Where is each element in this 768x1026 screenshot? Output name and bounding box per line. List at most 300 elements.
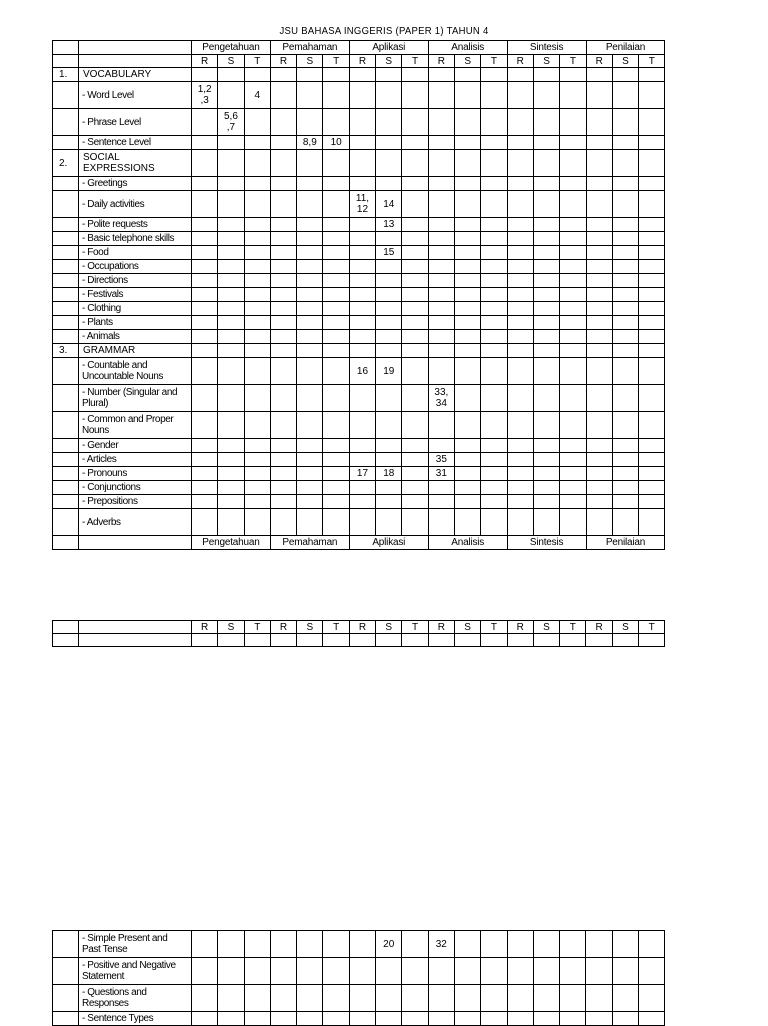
rst-header-cell: R [270, 55, 296, 68]
empty-cell [428, 260, 454, 274]
empty-cell [560, 344, 586, 358]
table-row [53, 191, 665, 218]
empty-cell [586, 288, 612, 302]
empty-cell [586, 958, 612, 985]
rst-header-cell: S [455, 55, 481, 68]
empty-cell [192, 218, 218, 232]
empty-cell [481, 68, 507, 82]
empty-cell [270, 495, 296, 509]
empty-cell [297, 358, 323, 385]
empty-cell [639, 316, 665, 330]
empty-cell [376, 439, 402, 453]
blank-cell [79, 55, 192, 68]
empty-cell [639, 509, 665, 536]
empty-cell [481, 495, 507, 509]
empty-cell [297, 412, 323, 439]
empty-cell [455, 109, 481, 136]
empty-cell [270, 634, 296, 647]
blank-cell [53, 509, 79, 536]
empty-cell [323, 232, 349, 246]
table-row [53, 246, 665, 260]
empty-cell [244, 358, 270, 385]
empty-cell [270, 136, 296, 150]
level-header-row [53, 536, 665, 550]
blank-cell [53, 109, 79, 136]
empty-cell [533, 150, 559, 177]
empty-cell [612, 136, 638, 150]
empty-cell [218, 453, 244, 467]
empty-cell [455, 302, 481, 316]
empty-cell [218, 274, 244, 288]
empty-cell [218, 439, 244, 453]
empty-cell [481, 931, 507, 958]
empty-cell [402, 109, 428, 136]
blank-row [53, 634, 665, 647]
question-number-cell: 1,2 ,3 [192, 82, 218, 109]
empty-cell [639, 495, 665, 509]
empty-cell [481, 260, 507, 274]
question-number-cell: 14 [376, 191, 402, 218]
empty-cell [560, 68, 586, 82]
empty-cell [270, 344, 296, 358]
empty-cell [376, 82, 402, 109]
empty-cell [533, 453, 559, 467]
empty-cell [244, 931, 270, 958]
empty-cell [297, 109, 323, 136]
empty-cell [507, 68, 533, 82]
empty-cell [507, 495, 533, 509]
empty-cell [428, 439, 454, 453]
empty-cell [612, 958, 638, 985]
empty-cell [192, 931, 218, 958]
empty-cell [455, 288, 481, 302]
empty-cell [560, 150, 586, 177]
topic-label: - Questions and Responses [79, 985, 192, 1012]
empty-cell [349, 481, 375, 495]
empty-cell [639, 344, 665, 358]
empty-cell [639, 274, 665, 288]
empty-cell [323, 467, 349, 481]
empty-cell [612, 344, 638, 358]
empty-cell [560, 958, 586, 985]
empty-cell [349, 246, 375, 260]
empty-cell [428, 1012, 454, 1026]
empty-cell [507, 958, 533, 985]
empty-cell [402, 288, 428, 302]
empty-cell [297, 316, 323, 330]
rst-header-cell: S [376, 55, 402, 68]
empty-cell [192, 136, 218, 150]
empty-cell [402, 509, 428, 536]
empty-cell [533, 246, 559, 260]
empty-cell [533, 68, 559, 82]
rst-header-cell: S [218, 621, 244, 634]
topic-label: - Occupations [79, 260, 192, 274]
empty-cell [560, 453, 586, 467]
empty-cell [507, 274, 533, 288]
empty-cell [560, 1012, 586, 1026]
empty-cell [560, 358, 586, 385]
blank-cell [53, 1012, 79, 1026]
section-number: 3. [53, 344, 79, 358]
empty-cell [455, 191, 481, 218]
empty-cell [612, 931, 638, 958]
empty-cell [402, 958, 428, 985]
empty-cell [481, 385, 507, 412]
empty-cell [428, 68, 454, 82]
empty-cell [323, 274, 349, 288]
empty-cell [244, 246, 270, 260]
empty-cell [192, 344, 218, 358]
empty-cell [481, 82, 507, 109]
empty-cell [586, 412, 612, 439]
empty-cell [323, 634, 349, 647]
blank-cell [53, 495, 79, 509]
empty-cell [612, 302, 638, 316]
empty-cell [639, 412, 665, 439]
empty-cell [270, 150, 296, 177]
empty-cell [376, 985, 402, 1012]
empty-cell [192, 288, 218, 302]
empty-cell [218, 481, 244, 495]
empty-cell [323, 302, 349, 316]
empty-cell [376, 481, 402, 495]
empty-cell [244, 191, 270, 218]
empty-cell [455, 316, 481, 330]
empty-cell [586, 509, 612, 536]
level-header-row [53, 41, 665, 55]
empty-cell [560, 985, 586, 1012]
blank-cell [53, 439, 79, 453]
empty-cell [244, 218, 270, 232]
empty-cell [454, 931, 480, 958]
empty-cell [349, 412, 375, 439]
empty-cell [270, 260, 296, 274]
empty-cell [192, 260, 218, 274]
empty-cell [192, 358, 218, 385]
empty-cell [349, 453, 375, 467]
table-row [53, 481, 665, 495]
empty-cell [270, 439, 296, 453]
empty-cell [507, 931, 533, 958]
table-row [53, 453, 665, 467]
empty-cell [612, 439, 638, 453]
empty-cell [218, 177, 244, 191]
empty-cell [586, 274, 612, 288]
empty-cell [297, 82, 323, 109]
empty-cell [586, 385, 612, 412]
empty-cell [455, 260, 481, 274]
blank-cell [53, 958, 79, 985]
topic-label: - Clothing [79, 302, 192, 316]
empty-cell [455, 467, 481, 481]
empty-cell [507, 344, 533, 358]
question-number-cell: 10 [323, 136, 349, 150]
empty-cell [349, 177, 375, 191]
empty-cell [533, 177, 559, 191]
empty-cell [612, 274, 638, 288]
empty-cell [349, 136, 375, 150]
empty-cell [560, 232, 586, 246]
empty-cell [402, 136, 428, 150]
empty-cell [507, 385, 533, 412]
empty-cell [639, 109, 665, 136]
empty-cell [192, 246, 218, 260]
empty-cell [533, 509, 559, 536]
rst-header-cell: T [639, 621, 665, 634]
empty-cell [270, 109, 296, 136]
empty-cell [218, 302, 244, 316]
table-row [53, 958, 665, 985]
empty-cell [533, 232, 559, 246]
empty-cell [402, 344, 428, 358]
section-title: VOCABULARY [79, 68, 192, 82]
empty-cell [428, 191, 454, 218]
empty-cell [533, 260, 559, 274]
rst-header-cell: T [560, 55, 586, 68]
question-number-cell: 8,9 [297, 136, 323, 150]
blank-cell [53, 246, 79, 260]
empty-cell [244, 495, 270, 509]
empty-cell [533, 274, 559, 288]
empty-cell [192, 302, 218, 316]
table-row [53, 509, 665, 536]
empty-cell [507, 412, 533, 439]
empty-cell [481, 344, 507, 358]
table-row [53, 439, 665, 453]
empty-cell [586, 634, 612, 647]
empty-cell [428, 274, 454, 288]
empty-cell [349, 302, 375, 316]
empty-cell [639, 958, 665, 985]
empty-cell [586, 467, 612, 481]
blank-cell [53, 55, 79, 68]
empty-cell [639, 191, 665, 218]
empty-cell [612, 985, 638, 1012]
empty-cell [323, 288, 349, 302]
rst-header-cell: R [428, 621, 454, 634]
empty-cell [639, 288, 665, 302]
empty-cell [533, 634, 559, 647]
empty-cell [218, 412, 244, 439]
empty-cell [218, 509, 244, 536]
empty-cell [481, 246, 507, 260]
empty-cell [402, 274, 428, 288]
empty-cell [297, 177, 323, 191]
blank-cell [53, 985, 79, 1012]
empty-cell [560, 260, 586, 274]
empty-cell [560, 509, 586, 536]
empty-cell [218, 958, 244, 985]
level-header-penilaian: Penilaian [586, 536, 665, 550]
empty-cell [455, 439, 481, 453]
empty-cell [586, 453, 612, 467]
blank-cell [53, 274, 79, 288]
empty-cell [402, 634, 428, 647]
blank-cell [53, 330, 79, 344]
empty-cell [218, 985, 244, 1012]
rst-header-cell: R [507, 621, 533, 634]
empty-cell [612, 467, 638, 481]
empty-cell [507, 509, 533, 536]
empty-cell [507, 1012, 533, 1026]
empty-cell [560, 467, 586, 481]
empty-cell [349, 274, 375, 288]
section-title: GRAMMAR [79, 344, 192, 358]
topic-label: - Number (Singular and Plural) [79, 385, 192, 412]
empty-cell [507, 302, 533, 316]
question-number-cell: 18 [376, 467, 402, 481]
blank-cell [53, 358, 79, 385]
blank-cell [53, 467, 79, 481]
topic-label: - Common and Proper Nouns [79, 412, 192, 439]
empty-cell [481, 958, 507, 985]
empty-cell [428, 232, 454, 246]
empty-cell [402, 232, 428, 246]
empty-cell [507, 150, 533, 177]
empty-cell [297, 68, 323, 82]
empty-cell [402, 385, 428, 412]
topic-label: - Conjunctions [79, 481, 192, 495]
empty-cell [192, 985, 218, 1012]
table-row [53, 467, 665, 481]
empty-cell [507, 109, 533, 136]
empty-cell [481, 509, 507, 536]
empty-cell [192, 453, 218, 467]
empty-cell [270, 358, 296, 385]
empty-cell [586, 358, 612, 385]
empty-cell [481, 330, 507, 344]
empty-cell [428, 177, 454, 191]
empty-cell [270, 177, 296, 191]
empty-cell [376, 509, 402, 536]
empty-cell [639, 302, 665, 316]
empty-cell [507, 316, 533, 330]
empty-cell [402, 1012, 428, 1026]
table-row [53, 136, 665, 150]
empty-cell [192, 439, 218, 453]
empty-cell [481, 218, 507, 232]
empty-cell [349, 288, 375, 302]
table-row [53, 302, 665, 316]
empty-cell [455, 150, 481, 177]
empty-cell [323, 316, 349, 330]
empty-cell [270, 302, 296, 316]
empty-cell [560, 218, 586, 232]
question-number-cell: 33, 34 [428, 385, 454, 412]
empty-cell [481, 136, 507, 150]
empty-cell [481, 481, 507, 495]
blank-cell [53, 41, 79, 55]
blank-cell [53, 412, 79, 439]
empty-cell [244, 260, 270, 274]
empty-cell [612, 232, 638, 246]
empty-cell [612, 109, 638, 136]
empty-cell [455, 177, 481, 191]
empty-cell [192, 109, 218, 136]
empty-cell [218, 232, 244, 246]
empty-cell [639, 467, 665, 481]
empty-cell [218, 358, 244, 385]
topic-label: - Word Level [79, 82, 192, 109]
empty-cell [192, 68, 218, 82]
topic-label: - Directions [79, 274, 192, 288]
empty-cell [639, 439, 665, 453]
empty-cell [323, 453, 349, 467]
empty-cell [192, 412, 218, 439]
empty-cell [428, 302, 454, 316]
blank-cell [53, 288, 79, 302]
empty-cell [428, 150, 454, 177]
empty-cell [218, 495, 244, 509]
section-row [53, 68, 665, 82]
rst-header-cell: R [586, 55, 612, 68]
empty-cell [560, 481, 586, 495]
empty-cell [218, 931, 244, 958]
blank-cell [53, 621, 79, 634]
empty-cell [612, 330, 638, 344]
rst-header-cell: R [270, 621, 296, 634]
empty-cell [612, 288, 638, 302]
topic-label: - Festivals [79, 288, 192, 302]
empty-cell [244, 453, 270, 467]
table-row [53, 177, 665, 191]
empty-cell [586, 246, 612, 260]
topic-label: - Prepositions [79, 495, 192, 509]
empty-cell [639, 385, 665, 412]
empty-cell [612, 68, 638, 82]
empty-cell [481, 288, 507, 302]
topic-label: - Plants [79, 316, 192, 330]
empty-cell [297, 330, 323, 344]
rst-summary-table [52, 620, 665, 647]
level-header-analisis: Analisis [428, 41, 507, 55]
empty-cell [507, 232, 533, 246]
empty-cell [560, 136, 586, 150]
empty-cell [244, 232, 270, 246]
empty-cell [297, 150, 323, 177]
empty-cell [639, 246, 665, 260]
empty-cell [428, 509, 454, 536]
empty-cell [244, 288, 270, 302]
empty-cell [586, 136, 612, 150]
empty-cell [244, 985, 270, 1012]
table-row [53, 218, 665, 232]
section-row [53, 344, 665, 358]
empty-cell [481, 274, 507, 288]
empty-cell [639, 481, 665, 495]
empty-cell [612, 1012, 638, 1026]
empty-cell [192, 385, 218, 412]
empty-cell [560, 495, 586, 509]
empty-cell [297, 1012, 323, 1026]
empty-cell [297, 439, 323, 453]
topic-label: - Greetings [79, 177, 192, 191]
rst-header-cell: S [376, 621, 402, 634]
empty-cell [270, 985, 296, 1012]
empty-cell [402, 177, 428, 191]
empty-cell [533, 136, 559, 150]
empty-cell [218, 218, 244, 232]
empty-cell [349, 260, 375, 274]
empty-cell [639, 358, 665, 385]
empty-cell [323, 246, 349, 260]
table-row [53, 316, 665, 330]
empty-cell [454, 634, 480, 647]
empty-cell [428, 218, 454, 232]
empty-cell [586, 82, 612, 109]
table-row [53, 260, 665, 274]
